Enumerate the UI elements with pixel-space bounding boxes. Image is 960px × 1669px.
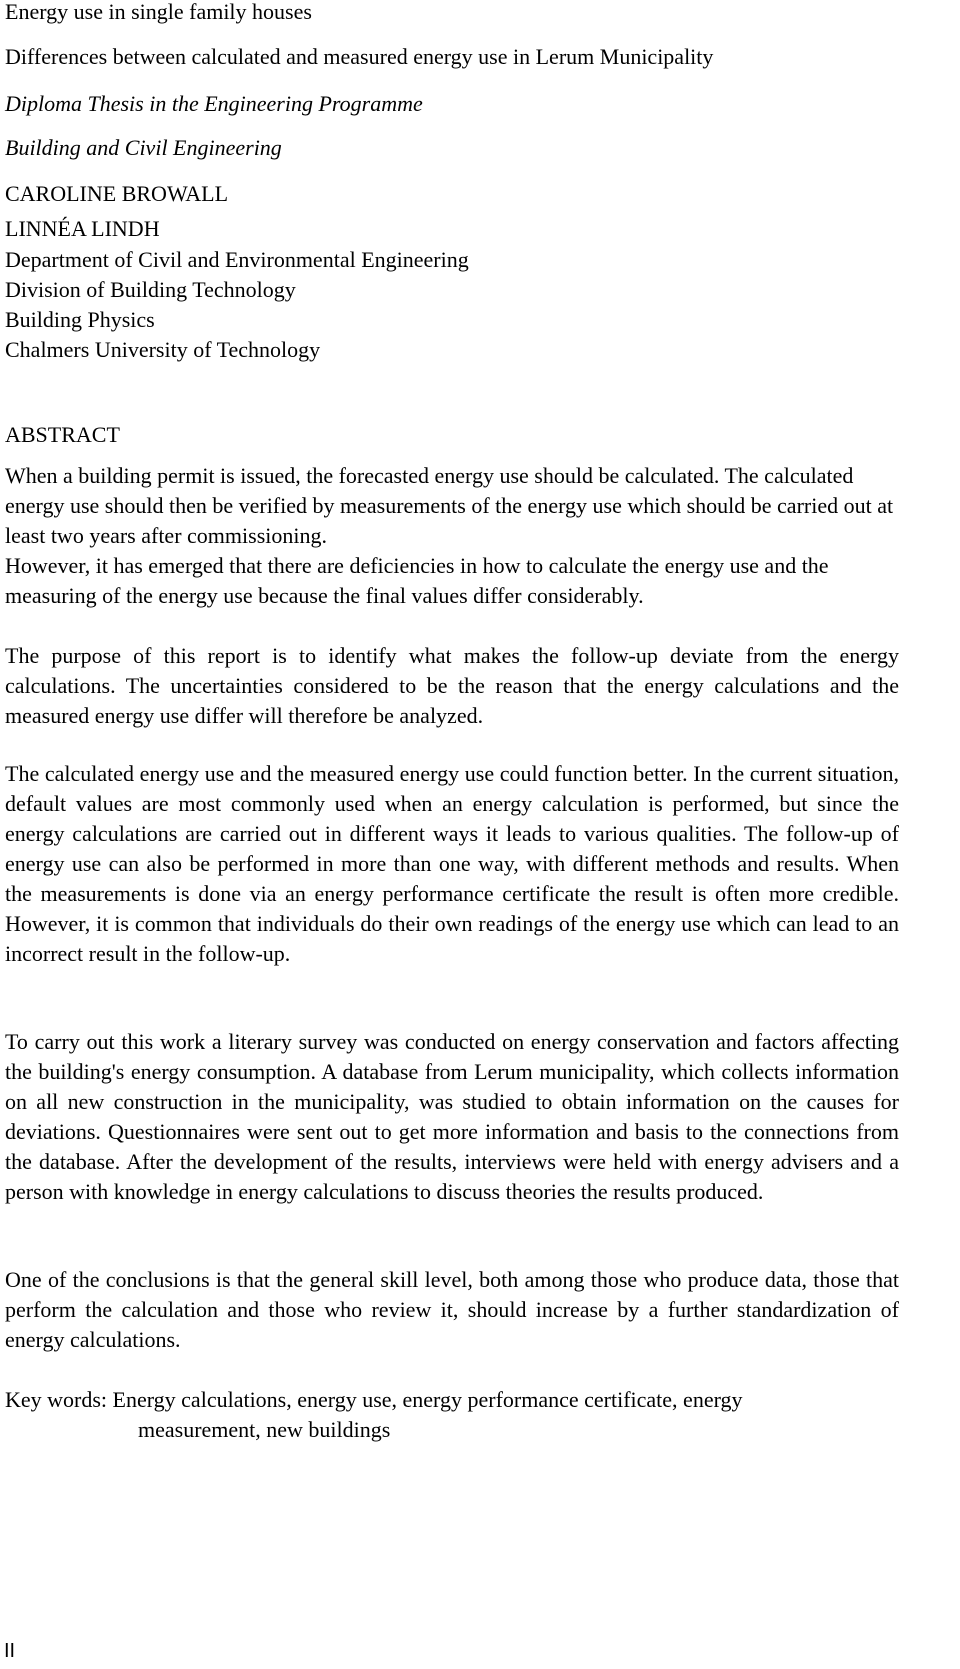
author-name: LINNÉA LINDH bbox=[5, 216, 160, 241]
document-subtitle: Differences between calculated and measured energy use in Lerum Municipality bbox=[5, 44, 714, 69]
group-name: Building Physics bbox=[5, 307, 155, 332]
keywords-line: measurement, new buildings bbox=[138, 1417, 391, 1442]
document-title: Energy use in single family houses bbox=[5, 0, 312, 24]
abstract-paragraph: The calculated energy use and the measured energy use could function better. In the current situation, default values are most commonly used when an energy calculation is performed, but since the energy calculations are carried out in different ways it leads to various qualities. The follow-up of energy use can also be performed in more than one way, with different methods and results. When the measurements is done via an energy performance certificate the result is often more credible. However, it is common that individuals do their own readings of the energy use which can lead to an incorrect result in the follow-up. bbox=[5, 761, 899, 966]
division-name: Division of Building Technology bbox=[5, 277, 296, 302]
keywords-line: Key words: Energy calculations, energy use, energy performance certificate, energy bbox=[5, 1387, 743, 1412]
abstract-paragraph: To carry out this work a literary survey was conducted on energy conservation and factors affecting the building's energy consumption. A database from Lerum municipality, which collects information on all new construction in the municipality, was studied to obtain information on the causes for deviations. Questionnaires were sent out to get more information and basis to the connections from the database. After the development of the results, interviews were held with energy advisers and a person with knowledge in energy calculations to discuss theories the results produced. bbox=[5, 1029, 899, 1204]
university-name: Chalmers University of Technology bbox=[5, 337, 321, 362]
abstract-paragraph: However, it has emerged that there are deficiencies in how to calculate the energy use and the measuring of the energy use because the final values differ considerably. bbox=[5, 553, 829, 608]
abstract-paragraph: When a building permit is issued, the forecasted energy use should be calculated. The calculated energy use should then be verified by measurements of the energy use which should be carried out at least two years after commissioning. bbox=[5, 463, 894, 548]
abstract-heading: ABSTRACT bbox=[5, 422, 120, 447]
thesis-type: Diploma Thesis in the Engineering Programme bbox=[5, 91, 423, 116]
department-name: Department of Civil and Environmental Engineering bbox=[5, 247, 469, 272]
author-name: CAROLINE BROWALL bbox=[5, 181, 229, 206]
page-number: II bbox=[4, 1640, 16, 1662]
programme-name: Building and Civil Engineering bbox=[5, 135, 282, 160]
abstract-paragraph: The purpose of this report is to identify what makes the follow-up deviate from the energy calculations. The uncertainties considered to be the reason that the energy calculations and the measured energy use differ will therefore be analyzed. bbox=[5, 643, 899, 728]
keywords-block bbox=[5, 1385, 899, 1445]
abstract-paragraph: One of the conclusions is that the general skill level, both among those who produce data, those that perform the calculation and those who review it, should increase by a further standardization of energy calculations. bbox=[5, 1267, 899, 1352]
